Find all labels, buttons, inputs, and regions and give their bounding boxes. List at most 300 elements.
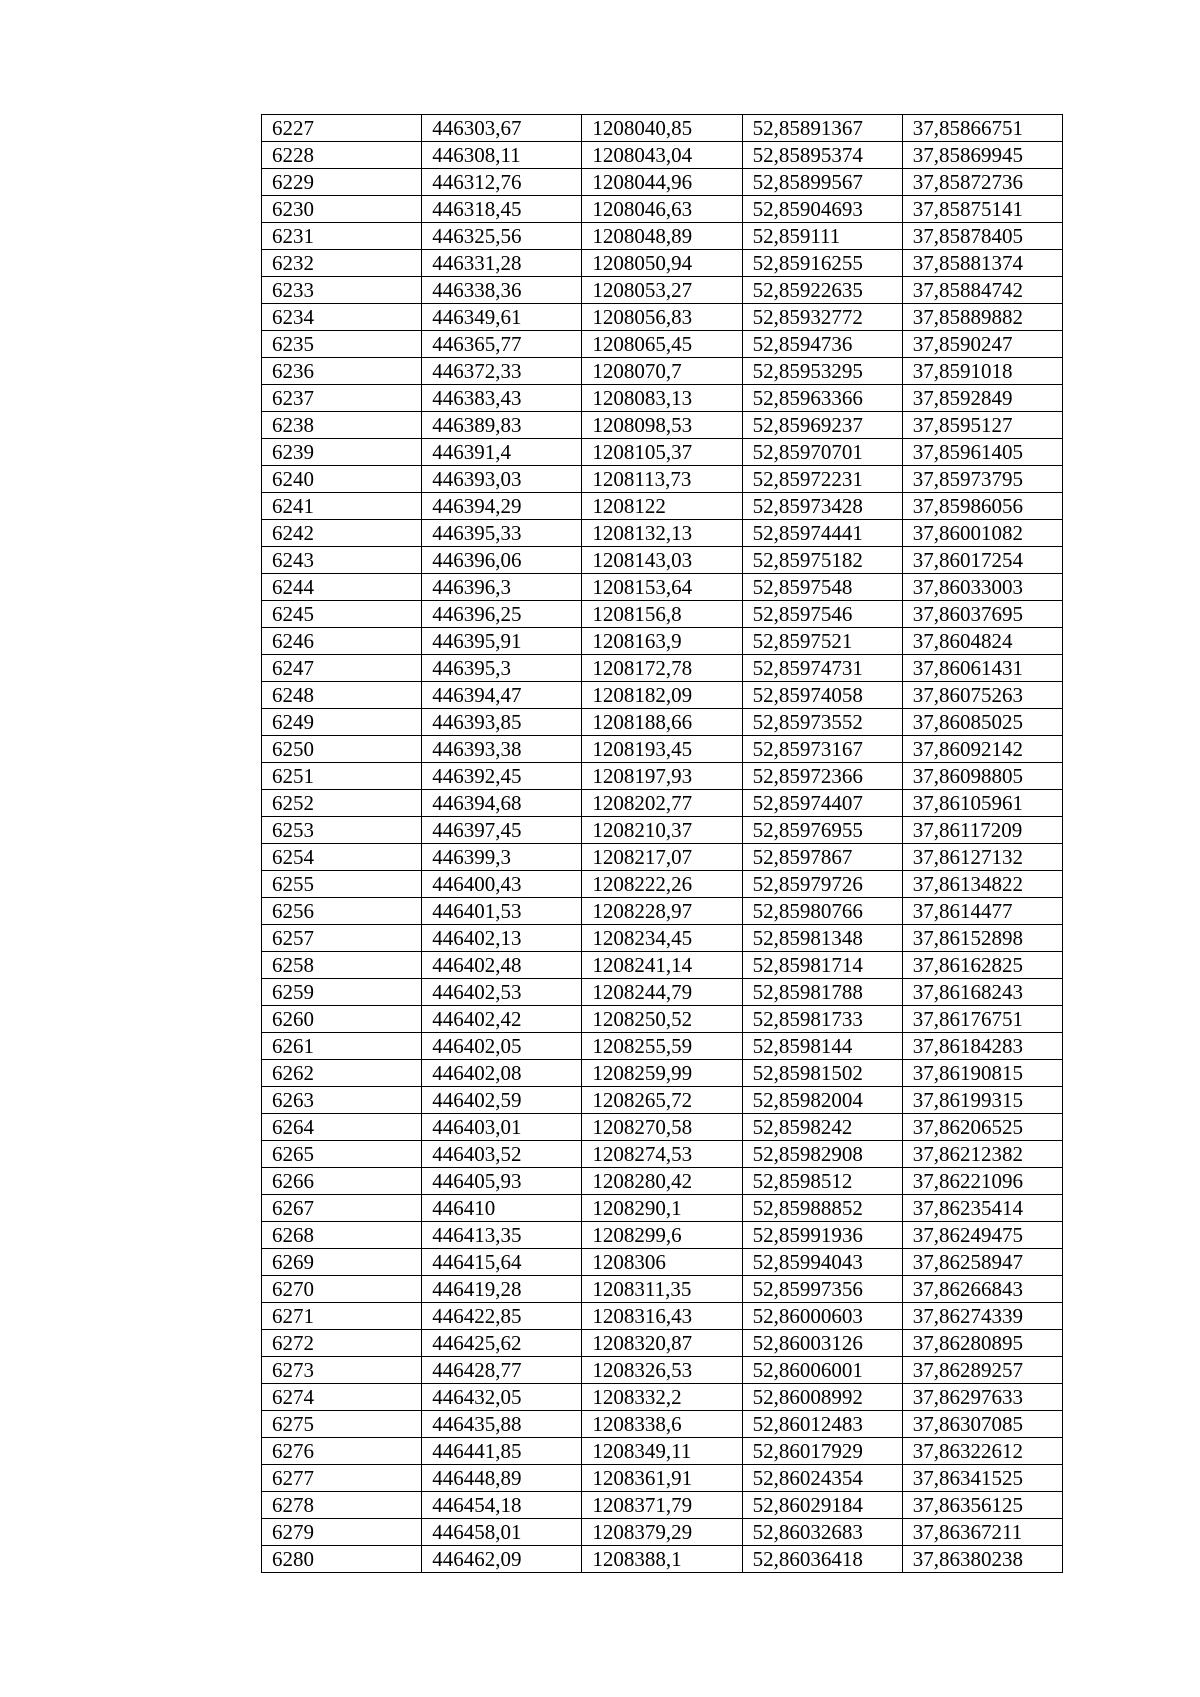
y-coordinate-cell: 1208172,78 bbox=[582, 655, 742, 682]
table-row bbox=[262, 196, 1063, 223]
x-coordinate-cell: 446441,85 bbox=[422, 1438, 582, 1465]
x-coordinate-cell: 446395,3 bbox=[422, 655, 582, 682]
table-row bbox=[262, 331, 1063, 358]
y-coordinate-cell: 1208044,96 bbox=[582, 169, 742, 196]
y-coordinate-cell: 1208070,7 bbox=[582, 358, 742, 385]
point-number-cell: 6253 bbox=[262, 817, 422, 844]
y-coordinate-cell: 1208290,1 bbox=[582, 1195, 742, 1222]
latitude-cell: 52,85973428 bbox=[742, 493, 902, 520]
longitude-cell: 37,86367211 bbox=[902, 1519, 1062, 1546]
y-coordinate-cell: 1208050,94 bbox=[582, 250, 742, 277]
longitude-cell: 37,85986056 bbox=[902, 493, 1062, 520]
latitude-cell: 52,8598512 bbox=[742, 1168, 902, 1195]
latitude-cell: 52,85974441 bbox=[742, 520, 902, 547]
y-coordinate-cell: 1208259,99 bbox=[582, 1060, 742, 1087]
longitude-cell: 37,86117209 bbox=[902, 817, 1062, 844]
latitude-cell: 52,85981502 bbox=[742, 1060, 902, 1087]
longitude-cell: 37,86356125 bbox=[902, 1492, 1062, 1519]
point-number-cell: 6242 bbox=[262, 520, 422, 547]
point-number-cell: 6265 bbox=[262, 1141, 422, 1168]
point-number-cell: 6233 bbox=[262, 277, 422, 304]
table-row bbox=[262, 1411, 1063, 1438]
point-number-cell: 6256 bbox=[262, 898, 422, 925]
x-coordinate-cell: 446403,01 bbox=[422, 1114, 582, 1141]
x-coordinate-cell: 446410 bbox=[422, 1195, 582, 1222]
table-row bbox=[262, 1222, 1063, 1249]
x-coordinate-cell: 446415,64 bbox=[422, 1249, 582, 1276]
x-coordinate-cell: 446392,45 bbox=[422, 763, 582, 790]
point-number-cell: 6243 bbox=[262, 547, 422, 574]
latitude-cell: 52,8597867 bbox=[742, 844, 902, 871]
longitude-cell: 37,86221096 bbox=[902, 1168, 1062, 1195]
table-row bbox=[262, 169, 1063, 196]
table-row bbox=[262, 1357, 1063, 1384]
table-row bbox=[262, 412, 1063, 439]
point-number-cell: 6239 bbox=[262, 439, 422, 466]
x-coordinate-cell: 446454,18 bbox=[422, 1492, 582, 1519]
latitude-cell: 52,85988852 bbox=[742, 1195, 902, 1222]
longitude-cell: 37,86307085 bbox=[902, 1411, 1062, 1438]
x-coordinate-cell: 446391,4 bbox=[422, 439, 582, 466]
y-coordinate-cell: 1208265,72 bbox=[582, 1087, 742, 1114]
x-coordinate-cell: 446403,52 bbox=[422, 1141, 582, 1168]
longitude-cell: 37,86322612 bbox=[902, 1438, 1062, 1465]
x-coordinate-cell: 446402,53 bbox=[422, 979, 582, 1006]
table-row bbox=[262, 493, 1063, 520]
longitude-cell: 37,85866751 bbox=[902, 115, 1062, 142]
table-row bbox=[262, 601, 1063, 628]
longitude-cell: 37,85869945 bbox=[902, 142, 1062, 169]
table-row bbox=[262, 1330, 1063, 1357]
x-coordinate-cell: 446402,42 bbox=[422, 1006, 582, 1033]
point-number-cell: 6258 bbox=[262, 952, 422, 979]
latitude-cell: 52,85991936 bbox=[742, 1222, 902, 1249]
latitude-cell: 52,85891367 bbox=[742, 115, 902, 142]
x-coordinate-cell: 446413,35 bbox=[422, 1222, 582, 1249]
table-row bbox=[262, 763, 1063, 790]
longitude-cell: 37,85872736 bbox=[902, 169, 1062, 196]
longitude-cell: 37,86235414 bbox=[902, 1195, 1062, 1222]
point-number-cell: 6241 bbox=[262, 493, 422, 520]
longitude-cell: 37,86085025 bbox=[902, 709, 1062, 736]
x-coordinate-cell: 446349,61 bbox=[422, 304, 582, 331]
y-coordinate-cell: 1208065,45 bbox=[582, 331, 742, 358]
table-row bbox=[262, 304, 1063, 331]
y-coordinate-cell: 1208202,77 bbox=[582, 790, 742, 817]
point-number-cell: 6240 bbox=[262, 466, 422, 493]
x-coordinate-cell: 446397,45 bbox=[422, 817, 582, 844]
longitude-cell: 37,86017254 bbox=[902, 547, 1062, 574]
table-row bbox=[262, 1006, 1063, 1033]
latitude-cell: 52,86003126 bbox=[742, 1330, 902, 1357]
longitude-cell: 37,85889882 bbox=[902, 304, 1062, 331]
table-row bbox=[262, 1033, 1063, 1060]
longitude-cell: 37,86168243 bbox=[902, 979, 1062, 1006]
x-coordinate-cell: 446402,13 bbox=[422, 925, 582, 952]
latitude-cell: 52,85981714 bbox=[742, 952, 902, 979]
y-coordinate-cell: 1208043,04 bbox=[582, 142, 742, 169]
table-row bbox=[262, 1114, 1063, 1141]
y-coordinate-cell: 1208048,89 bbox=[582, 223, 742, 250]
point-number-cell: 6228 bbox=[262, 142, 422, 169]
point-number-cell: 6278 bbox=[262, 1492, 422, 1519]
latitude-cell: 52,86024354 bbox=[742, 1465, 902, 1492]
point-number-cell: 6274 bbox=[262, 1384, 422, 1411]
table-row bbox=[262, 790, 1063, 817]
table-row bbox=[262, 1438, 1063, 1465]
longitude-cell: 37,86190815 bbox=[902, 1060, 1062, 1087]
latitude-cell: 52,85970701 bbox=[742, 439, 902, 466]
latitude-cell: 52,85981348 bbox=[742, 925, 902, 952]
x-coordinate-cell: 446389,83 bbox=[422, 412, 582, 439]
x-coordinate-cell: 446419,28 bbox=[422, 1276, 582, 1303]
y-coordinate-cell: 1208299,6 bbox=[582, 1222, 742, 1249]
latitude-cell: 52,85974058 bbox=[742, 682, 902, 709]
table-row bbox=[262, 358, 1063, 385]
point-number-cell: 6236 bbox=[262, 358, 422, 385]
x-coordinate-cell: 446312,76 bbox=[422, 169, 582, 196]
longitude-cell: 37,86037695 bbox=[902, 601, 1062, 628]
latitude-cell: 52,85974407 bbox=[742, 790, 902, 817]
table-row bbox=[262, 142, 1063, 169]
point-number-cell: 6261 bbox=[262, 1033, 422, 1060]
x-coordinate-cell: 446396,06 bbox=[422, 547, 582, 574]
coordinates-table-body bbox=[262, 115, 1063, 1573]
table-row bbox=[262, 1519, 1063, 1546]
x-coordinate-cell: 446394,29 bbox=[422, 493, 582, 520]
latitude-cell: 52,85982004 bbox=[742, 1087, 902, 1114]
table-row bbox=[262, 466, 1063, 493]
point-number-cell: 6246 bbox=[262, 628, 422, 655]
y-coordinate-cell: 1208163,9 bbox=[582, 628, 742, 655]
x-coordinate-cell: 446402,59 bbox=[422, 1087, 582, 1114]
y-coordinate-cell: 1208349,11 bbox=[582, 1438, 742, 1465]
longitude-cell: 37,85881374 bbox=[902, 250, 1062, 277]
latitude-cell: 52,85973552 bbox=[742, 709, 902, 736]
latitude-cell: 52,86006001 bbox=[742, 1357, 902, 1384]
longitude-cell: 37,86001082 bbox=[902, 520, 1062, 547]
longitude-cell: 37,86199315 bbox=[902, 1087, 1062, 1114]
latitude-cell: 52,86000603 bbox=[742, 1303, 902, 1330]
y-coordinate-cell: 1208361,91 bbox=[582, 1465, 742, 1492]
y-coordinate-cell: 1208053,27 bbox=[582, 277, 742, 304]
table-row bbox=[262, 250, 1063, 277]
latitude-cell: 52,85976955 bbox=[742, 817, 902, 844]
latitude-cell: 52,86032683 bbox=[742, 1519, 902, 1546]
longitude-cell: 37,86212382 bbox=[902, 1141, 1062, 1168]
y-coordinate-cell: 1208274,53 bbox=[582, 1141, 742, 1168]
point-number-cell: 6254 bbox=[262, 844, 422, 871]
point-number-cell: 6275 bbox=[262, 1411, 422, 1438]
y-coordinate-cell: 1208083,13 bbox=[582, 385, 742, 412]
x-coordinate-cell: 446400,43 bbox=[422, 871, 582, 898]
longitude-cell: 37,8604824 bbox=[902, 628, 1062, 655]
y-coordinate-cell: 1208255,59 bbox=[582, 1033, 742, 1060]
x-coordinate-cell: 446402,05 bbox=[422, 1033, 582, 1060]
longitude-cell: 37,85961405 bbox=[902, 439, 1062, 466]
latitude-cell: 52,85972366 bbox=[742, 763, 902, 790]
y-coordinate-cell: 1208040,85 bbox=[582, 115, 742, 142]
x-coordinate-cell: 446395,33 bbox=[422, 520, 582, 547]
x-coordinate-cell: 446308,11 bbox=[422, 142, 582, 169]
longitude-cell: 37,85878405 bbox=[902, 223, 1062, 250]
table-row bbox=[262, 817, 1063, 844]
x-coordinate-cell: 446393,38 bbox=[422, 736, 582, 763]
latitude-cell: 52,8597548 bbox=[742, 574, 902, 601]
x-coordinate-cell: 446331,28 bbox=[422, 250, 582, 277]
point-number-cell: 6245 bbox=[262, 601, 422, 628]
table-row bbox=[262, 709, 1063, 736]
y-coordinate-cell: 1208326,53 bbox=[582, 1357, 742, 1384]
point-number-cell: 6238 bbox=[262, 412, 422, 439]
point-number-cell: 6235 bbox=[262, 331, 422, 358]
y-coordinate-cell: 1208311,35 bbox=[582, 1276, 742, 1303]
table-row bbox=[262, 628, 1063, 655]
table-row bbox=[262, 1195, 1063, 1222]
latitude-cell: 52,8597546 bbox=[742, 601, 902, 628]
longitude-cell: 37,86341525 bbox=[902, 1465, 1062, 1492]
x-coordinate-cell: 446396,25 bbox=[422, 601, 582, 628]
latitude-cell: 52,85969237 bbox=[742, 412, 902, 439]
latitude-cell: 52,8597521 bbox=[742, 628, 902, 655]
y-coordinate-cell: 1208197,93 bbox=[582, 763, 742, 790]
point-number-cell: 6252 bbox=[262, 790, 422, 817]
table-row bbox=[262, 547, 1063, 574]
table-row bbox=[262, 925, 1063, 952]
x-coordinate-cell: 446402,08 bbox=[422, 1060, 582, 1087]
x-coordinate-cell: 446365,77 bbox=[422, 331, 582, 358]
table-row bbox=[262, 1276, 1063, 1303]
y-coordinate-cell: 1208210,37 bbox=[582, 817, 742, 844]
table-row bbox=[262, 1249, 1063, 1276]
x-coordinate-cell: 446462,09 bbox=[422, 1546, 582, 1573]
point-number-cell: 6255 bbox=[262, 871, 422, 898]
point-number-cell: 6257 bbox=[262, 925, 422, 952]
latitude-cell: 52,86012483 bbox=[742, 1411, 902, 1438]
latitude-cell: 52,85932772 bbox=[742, 304, 902, 331]
table-row bbox=[262, 898, 1063, 925]
y-coordinate-cell: 1208132,13 bbox=[582, 520, 742, 547]
x-coordinate-cell: 446383,43 bbox=[422, 385, 582, 412]
longitude-cell: 37,86280895 bbox=[902, 1330, 1062, 1357]
point-number-cell: 6231 bbox=[262, 223, 422, 250]
y-coordinate-cell: 1208217,07 bbox=[582, 844, 742, 871]
table-row bbox=[262, 1465, 1063, 1492]
x-coordinate-cell: 446394,47 bbox=[422, 682, 582, 709]
point-number-cell: 6277 bbox=[262, 1465, 422, 1492]
x-coordinate-cell: 446435,88 bbox=[422, 1411, 582, 1438]
latitude-cell: 52,85972231 bbox=[742, 466, 902, 493]
x-coordinate-cell: 446396,3 bbox=[422, 574, 582, 601]
x-coordinate-cell: 446325,56 bbox=[422, 223, 582, 250]
longitude-cell: 37,85884742 bbox=[902, 277, 1062, 304]
y-coordinate-cell: 1208113,73 bbox=[582, 466, 742, 493]
longitude-cell: 37,86289257 bbox=[902, 1357, 1062, 1384]
point-number-cell: 6244 bbox=[262, 574, 422, 601]
point-number-cell: 6264 bbox=[262, 1114, 422, 1141]
y-coordinate-cell: 1208306 bbox=[582, 1249, 742, 1276]
table-row bbox=[262, 520, 1063, 547]
longitude-cell: 37,86176751 bbox=[902, 1006, 1062, 1033]
y-coordinate-cell: 1208338,6 bbox=[582, 1411, 742, 1438]
latitude-cell: 52,8594736 bbox=[742, 331, 902, 358]
x-coordinate-cell: 446432,05 bbox=[422, 1384, 582, 1411]
longitude-cell: 37,8591018 bbox=[902, 358, 1062, 385]
x-coordinate-cell: 446422,85 bbox=[422, 1303, 582, 1330]
longitude-cell: 37,86152898 bbox=[902, 925, 1062, 952]
latitude-cell: 52,86008992 bbox=[742, 1384, 902, 1411]
point-number-cell: 6262 bbox=[262, 1060, 422, 1087]
longitude-cell: 37,86380238 bbox=[902, 1546, 1062, 1573]
point-number-cell: 6271 bbox=[262, 1303, 422, 1330]
x-coordinate-cell: 446395,91 bbox=[422, 628, 582, 655]
latitude-cell: 52,859111 bbox=[742, 223, 902, 250]
x-coordinate-cell: 446402,48 bbox=[422, 952, 582, 979]
x-coordinate-cell: 446405,93 bbox=[422, 1168, 582, 1195]
y-coordinate-cell: 1208379,29 bbox=[582, 1519, 742, 1546]
point-number-cell: 6263 bbox=[262, 1087, 422, 1114]
latitude-cell: 52,8598242 bbox=[742, 1114, 902, 1141]
x-coordinate-cell: 446394,68 bbox=[422, 790, 582, 817]
longitude-cell: 37,85973795 bbox=[902, 466, 1062, 493]
table-row bbox=[262, 1060, 1063, 1087]
point-number-cell: 6230 bbox=[262, 196, 422, 223]
table-row bbox=[262, 871, 1063, 898]
x-coordinate-cell: 446318,45 bbox=[422, 196, 582, 223]
longitude-cell: 37,86134822 bbox=[902, 871, 1062, 898]
y-coordinate-cell: 1208056,83 bbox=[582, 304, 742, 331]
longitude-cell: 37,86162825 bbox=[902, 952, 1062, 979]
latitude-cell: 52,85953295 bbox=[742, 358, 902, 385]
y-coordinate-cell: 1208270,58 bbox=[582, 1114, 742, 1141]
latitude-cell: 52,85979726 bbox=[742, 871, 902, 898]
point-number-cell: 6237 bbox=[262, 385, 422, 412]
x-coordinate-cell: 446401,53 bbox=[422, 898, 582, 925]
table-row bbox=[262, 655, 1063, 682]
latitude-cell: 52,85975182 bbox=[742, 547, 902, 574]
longitude-cell: 37,85875141 bbox=[902, 196, 1062, 223]
longitude-cell: 37,86249475 bbox=[902, 1222, 1062, 1249]
latitude-cell: 52,85997356 bbox=[742, 1276, 902, 1303]
x-coordinate-cell: 446393,03 bbox=[422, 466, 582, 493]
y-coordinate-cell: 1208320,87 bbox=[582, 1330, 742, 1357]
table-row bbox=[262, 952, 1063, 979]
table-row bbox=[262, 1492, 1063, 1519]
latitude-cell: 52,85973167 bbox=[742, 736, 902, 763]
y-coordinate-cell: 1208280,42 bbox=[582, 1168, 742, 1195]
table-row bbox=[262, 1384, 1063, 1411]
table-row bbox=[262, 277, 1063, 304]
table-row bbox=[262, 115, 1063, 142]
table-row bbox=[262, 844, 1063, 871]
x-coordinate-cell: 446372,33 bbox=[422, 358, 582, 385]
latitude-cell: 52,8598144 bbox=[742, 1033, 902, 1060]
point-number-cell: 6260 bbox=[262, 1006, 422, 1033]
longitude-cell: 37,86297633 bbox=[902, 1384, 1062, 1411]
longitude-cell: 37,86098805 bbox=[902, 763, 1062, 790]
table-row bbox=[262, 1141, 1063, 1168]
y-coordinate-cell: 1208156,8 bbox=[582, 601, 742, 628]
point-number-cell: 6227 bbox=[262, 115, 422, 142]
latitude-cell: 52,86029184 bbox=[742, 1492, 902, 1519]
y-coordinate-cell: 1208188,66 bbox=[582, 709, 742, 736]
longitude-cell: 37,8614477 bbox=[902, 898, 1062, 925]
point-number-cell: 6248 bbox=[262, 682, 422, 709]
x-coordinate-cell: 446458,01 bbox=[422, 1519, 582, 1546]
point-number-cell: 6259 bbox=[262, 979, 422, 1006]
latitude-cell: 52,85982908 bbox=[742, 1141, 902, 1168]
longitude-cell: 37,86061431 bbox=[902, 655, 1062, 682]
point-number-cell: 6234 bbox=[262, 304, 422, 331]
longitude-cell: 37,86206525 bbox=[902, 1114, 1062, 1141]
y-coordinate-cell: 1208098,53 bbox=[582, 412, 742, 439]
y-coordinate-cell: 1208153,64 bbox=[582, 574, 742, 601]
x-coordinate-cell: 446428,77 bbox=[422, 1357, 582, 1384]
longitude-cell: 37,86274339 bbox=[902, 1303, 1062, 1330]
table-row bbox=[262, 736, 1063, 763]
point-number-cell: 6266 bbox=[262, 1168, 422, 1195]
point-number-cell: 6276 bbox=[262, 1438, 422, 1465]
longitude-cell: 37,86033003 bbox=[902, 574, 1062, 601]
latitude-cell: 52,85981788 bbox=[742, 979, 902, 1006]
y-coordinate-cell: 1208046,63 bbox=[582, 196, 742, 223]
y-coordinate-cell: 1208143,03 bbox=[582, 547, 742, 574]
table-row bbox=[262, 1303, 1063, 1330]
longitude-cell: 37,86092142 bbox=[902, 736, 1062, 763]
point-number-cell: 6270 bbox=[262, 1276, 422, 1303]
point-number-cell: 6268 bbox=[262, 1222, 422, 1249]
longitude-cell: 37,86266843 bbox=[902, 1276, 1062, 1303]
y-coordinate-cell: 1208250,52 bbox=[582, 1006, 742, 1033]
x-coordinate-cell: 446393,85 bbox=[422, 709, 582, 736]
point-number-cell: 6273 bbox=[262, 1357, 422, 1384]
y-coordinate-cell: 1208105,37 bbox=[582, 439, 742, 466]
latitude-cell: 52,85916255 bbox=[742, 250, 902, 277]
x-coordinate-cell: 446338,36 bbox=[422, 277, 582, 304]
table-row bbox=[262, 385, 1063, 412]
coordinates-table bbox=[261, 114, 1063, 1573]
latitude-cell: 52,85922635 bbox=[742, 277, 902, 304]
point-number-cell: 6232 bbox=[262, 250, 422, 277]
longitude-cell: 37,86184283 bbox=[902, 1033, 1062, 1060]
table-row bbox=[262, 1087, 1063, 1114]
y-coordinate-cell: 1208371,79 bbox=[582, 1492, 742, 1519]
y-coordinate-cell: 1208332,2 bbox=[582, 1384, 742, 1411]
latitude-cell: 52,85895374 bbox=[742, 142, 902, 169]
y-coordinate-cell: 1208222,26 bbox=[582, 871, 742, 898]
latitude-cell: 52,85994043 bbox=[742, 1249, 902, 1276]
y-coordinate-cell: 1208122 bbox=[582, 493, 742, 520]
x-coordinate-cell: 446448,89 bbox=[422, 1465, 582, 1492]
y-coordinate-cell: 1208244,79 bbox=[582, 979, 742, 1006]
point-number-cell: 6249 bbox=[262, 709, 422, 736]
longitude-cell: 37,86127132 bbox=[902, 844, 1062, 871]
table-row bbox=[262, 1168, 1063, 1195]
latitude-cell: 52,85974731 bbox=[742, 655, 902, 682]
y-coordinate-cell: 1208228,97 bbox=[582, 898, 742, 925]
point-number-cell: 6247 bbox=[262, 655, 422, 682]
latitude-cell: 52,85904693 bbox=[742, 196, 902, 223]
table-row bbox=[262, 574, 1063, 601]
y-coordinate-cell: 1208316,43 bbox=[582, 1303, 742, 1330]
table-row bbox=[262, 682, 1063, 709]
table-row bbox=[262, 439, 1063, 466]
y-coordinate-cell: 1208182,09 bbox=[582, 682, 742, 709]
latitude-cell: 52,85980766 bbox=[742, 898, 902, 925]
latitude-cell: 52,85963366 bbox=[742, 385, 902, 412]
point-number-cell: 6267 bbox=[262, 1195, 422, 1222]
y-coordinate-cell: 1208388,1 bbox=[582, 1546, 742, 1573]
